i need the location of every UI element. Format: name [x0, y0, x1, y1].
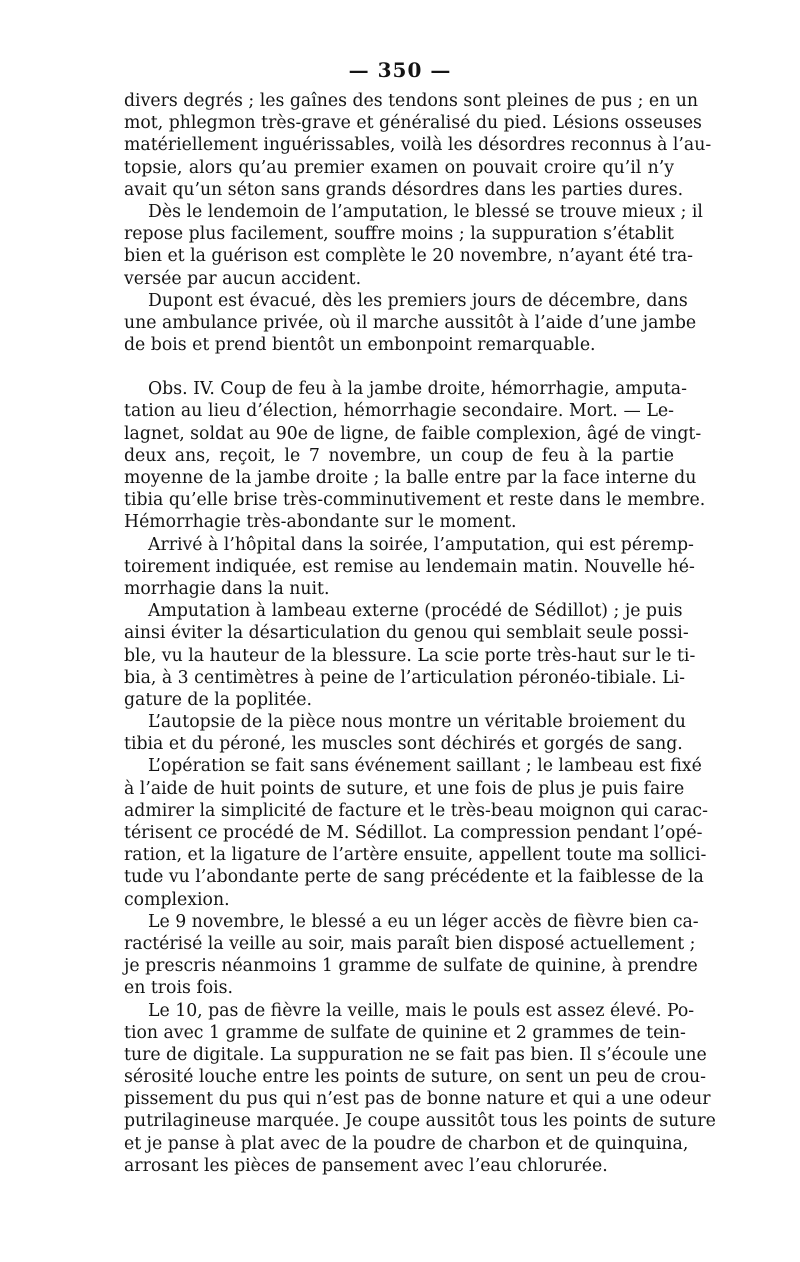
text-line: versée par aucun accident.: [124, 268, 362, 289]
text-line: tion avec 1 gramme de sulfate de quinine et 2 grammes de tein-: [124, 1022, 686, 1043]
observation-heading: Obs. IV. Coup de feu à la jambe droite, hémorrhagie, amputa-: [148, 379, 687, 400]
text-line: L’opération se fait sans événement saillant ; le lambeau est fixé: [148, 756, 702, 777]
text-line: matériellement inguérissables, voilà les désordres reconnus à l’au-: [124, 135, 712, 156]
text-line: complexion.: [124, 889, 230, 910]
text-line: de bois et prend bientôt un embonpoint remarquable.: [124, 335, 596, 356]
text-line: tibia qu’elle brise très-comminutivement et reste dans le membre.: [124, 490, 706, 511]
text-line: tibia et du péroné, les muscles sont déchirés et gorgés de sang.: [124, 734, 683, 755]
text-line: à l’aide de huit points de suture, et une fois de plus je puis faire: [124, 778, 685, 799]
text-line: térisent ce procédé de M. Sédillot. La compression pendant l’opé-: [124, 823, 703, 843]
text-line: ractérisé la veille au soir, mais paraît bien disposé actuellement ;: [124, 933, 696, 954]
text-line: tude vu l’abondante perte de sang précédente et la faiblesse de la: [124, 867, 704, 888]
text-line: je prescris néanmoins 1 gramme de sulfate de quinine, à prendre: [124, 956, 698, 977]
text-line: ration, et la ligature de l’artère ensuite, appellent toute ma sollici-: [124, 845, 707, 866]
text-line: L’autopsie de la pièce nous montre un véritable broiement du: [148, 712, 686, 733]
text-line: une ambulance privée, où il marche aussitôt à l’aide d’une jambe: [124, 312, 697, 333]
text-line: mot, phlegmon très-grave et généralisé du pied. Lésions osseuses: [124, 113, 702, 134]
text-line: gature de la poplitée.: [124, 689, 313, 710]
text-line: Arrivé à l’hôpital dans la soirée, l’amputation, qui est péremp-: [148, 534, 694, 555]
text-line: ture de digitale. La suppuration ne se fait pas bien. Il s’écoule une: [124, 1044, 707, 1065]
text-line: Hémorrhagie très-abondante sur le moment.: [124, 512, 517, 533]
text-line: lagnet, soldat au 90e de ligne, de faible complexion, âgé de vingt-: [124, 423, 702, 444]
text-line: Dès le lendemoin de l’amputation, le blessé se trouve mieux ; il: [148, 201, 703, 222]
text-line: arrosant les pièces de pansement avec l’eau chlorurée.: [124, 1155, 608, 1176]
text-line: morrhagie dans la nuit.: [124, 578, 330, 599]
body-text: [124, 90, 716, 1177]
text-line: ble, vu la hauteur de la blessure. La scie porte très-haut sur le ti-: [124, 645, 696, 666]
text-line: avait qu’un séton sans grands désordres dans les parties dures.: [124, 179, 684, 200]
paragraph-gap: [124, 356, 674, 378]
text-line: pissement du pus qui n’est pas de bonne nature et qui a une odeur: [124, 1089, 711, 1110]
text-line: repose plus facilement, souffre moins ; la suppuration s’établit: [124, 224, 674, 245]
text-line: topsie, alors qu’au premier examen on pouvait croire qu’il n’y: [124, 157, 674, 178]
text-line: tation au lieu d’élection, hémorrhagie secondaire. Mort. — Le-: [124, 401, 674, 422]
text-line: moyenne de la jambe droite ; la balle entre par la face interne du: [124, 468, 697, 488]
text-line: admirer la simplicité de facture et le très-beau moignon qui carac-: [124, 800, 708, 821]
text-line: toirement indiquée, est remise au lendemain matin. Nouvelle hé-: [124, 556, 695, 577]
text-line: sérosité louche entre les points de suture, on sent un peu de crou-: [124, 1067, 707, 1088]
text-line: bien et la guérison est complète le 20 novembre, n’ayant été tra-: [124, 246, 693, 267]
text-line: et je panse à plat avec de la poudre de charbon et de quinquina,: [124, 1133, 689, 1154]
text-line: ainsi éviter la désarticulation du genou qui semblait seule possi-: [124, 623, 689, 644]
text-line: bia, à 3 centimètres à peine de l’articulation péronéo-tibiale. Li-: [124, 667, 686, 688]
text-line: Le 9 novembre, le blessé a eu un léger accès de fièvre bien ca-: [148, 911, 699, 932]
text-line: putrilagineuse marquée. Je coupe aussitôt tous les points de suture: [124, 1111, 716, 1132]
text-line: en trois fois.: [124, 978, 234, 999]
text-line: Dupont est évacué, dès les premiers jours de décembre, dans: [148, 290, 688, 311]
text-line: divers degrés ; les gaînes des tendons sont pleines de pus ; en un: [124, 91, 699, 111]
text-line: deux ans, reçoit, le 7 novembre, un coup de feu à la partie: [124, 445, 674, 466]
text-line: Amputation à lambeau externe (procédé de Sédillot) ; je puis: [148, 601, 683, 622]
page-number: — 350 —: [348, 58, 452, 82]
text-line: Le 10, pas de fièvre la veille, mais le pouls est assez élevé. Po-: [148, 1000, 695, 1021]
